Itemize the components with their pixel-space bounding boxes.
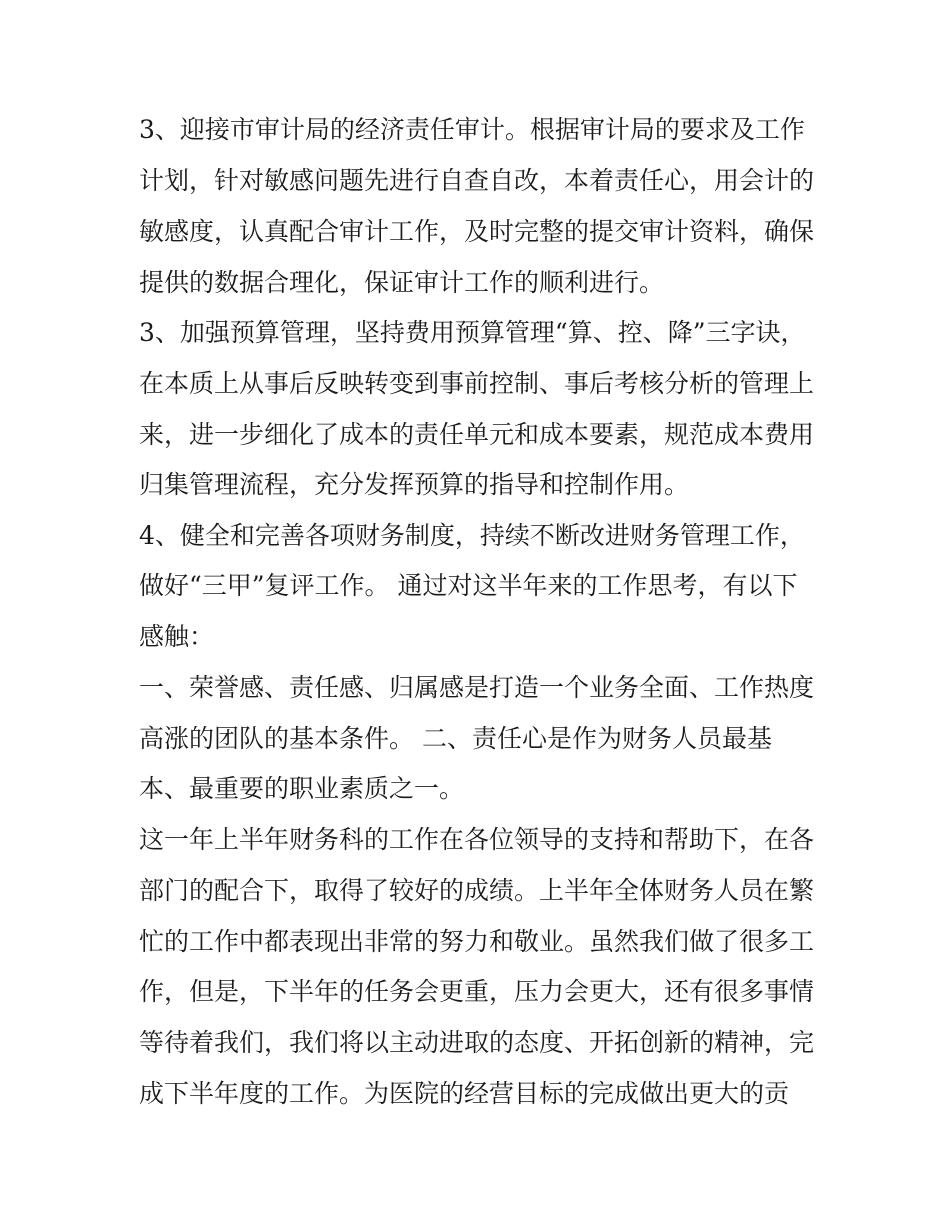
text-line: 成下半年度的工作。为医院的经营目标的完成做出更大的贡 [139,1079,790,1108]
text-line: 3、迎接市审计局的经济责任审计。根据审计局的要求及工作 [139,115,805,144]
text-line: 3、加强预算管理，坚持费用预算管理“算、控、降”三字诀， [139,318,806,347]
text-line: 归集管理流程，充分发挥预算的指导和控制作用。 [139,470,690,499]
text-line: 本、最重要的职业素质之一。 [139,774,465,803]
text-line: 来，进一步细化了成本的责任单元和成本要素，规范成本费用 [139,420,815,449]
text-line: 忙的工作中都表现出非常的努力和敬业。虽然我们做了很多工 [139,927,815,956]
text-line: 等待着我们，我们将以主动进取的态度、开拓创新的精神，完 [139,1028,815,1057]
text-line: 感触： [139,622,215,651]
text-line: 4、健全和完善各项财务制度，持续不断改进财务管理工作， [139,521,805,550]
text-line: 这一年上半年财务科的工作在各位领导的支持和帮助下，在各 [139,825,815,854]
text-line: 部门的配合下，取得了较好的成绩。上半年全体财务人员在繁 [139,876,815,905]
text-line: 高涨的团队的基本条件。 二、责任心是作为财务人员最基 [139,724,772,753]
text-line: 在本质上从事后反映转变到事前控制、事后考核分析的管理上 [139,369,815,398]
text-line: 提供的数据合理化，保证审计工作的顺利进行。 [139,268,665,297]
text-line: 计划，针对敏感问题先进行自查自改，本着责任心，用会计的 [139,166,815,195]
text-line: 作，但是，下半年的任务会更重，压力会更大，还有很多事情 [139,977,815,1006]
text-line: 做好“三甲”复评工作。 通过对这半年来的工作思考，有以下 [139,571,798,600]
text-line: 敏感度，认真配合审计工作，及时完整的提交审计资料，确保 [139,217,815,246]
text-line: 一、荣誉感、责任感、归属感是打造一个业务全面、工作热度 [139,673,815,702]
